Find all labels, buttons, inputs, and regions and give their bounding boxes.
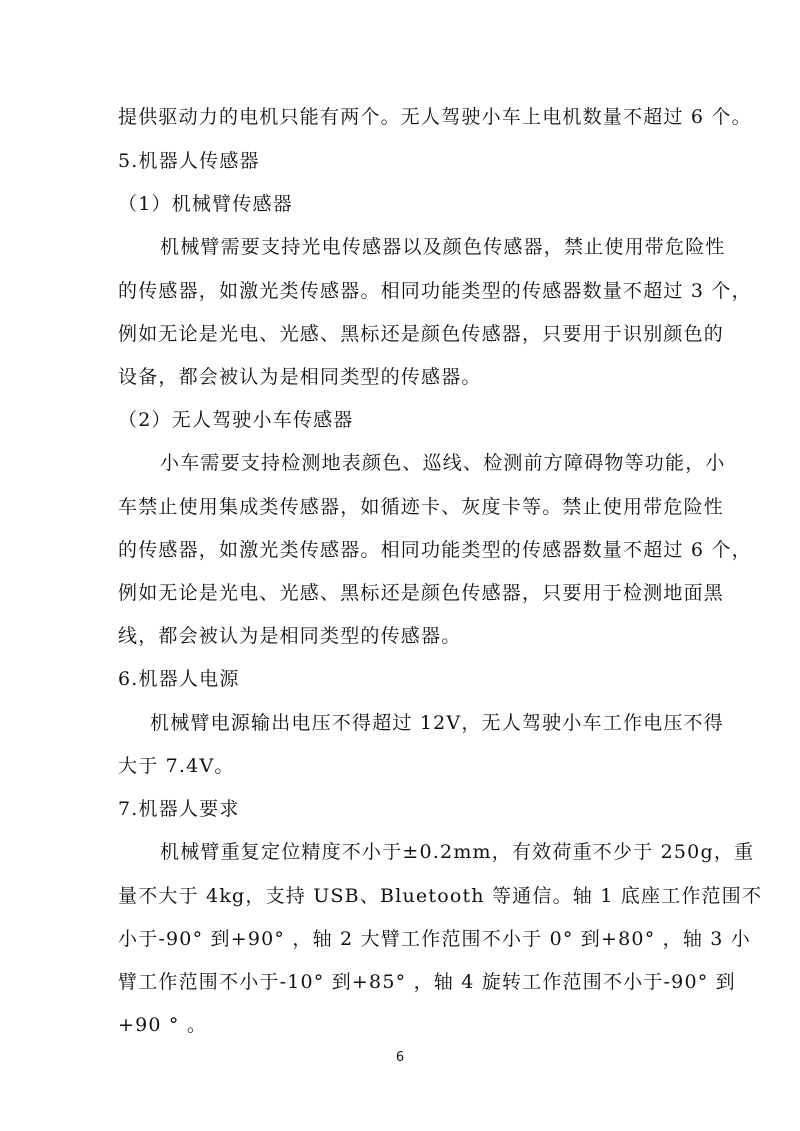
page-number: 6 [395,1050,405,1065]
subsection-heading: （2）无人驾驶小车传感器 [118,409,354,431]
section-heading: 7.机器人要求 [118,798,240,820]
body-line: 小车需要支持检测地表颜色、巡线、检测前方障碍物等功能，小 [160,452,726,474]
subsection-heading: （1）机械臂传感器 [118,193,293,215]
body-line: 设备，都会被认为是相同类型的传感器。 [118,366,482,388]
body-line: 线，都会被认为是相同类型的传感器。 [118,625,462,647]
body-line: 例如无论是光电、光感、黑标还是颜色传感器，只要用于检测地面黑 [118,582,725,604]
body-line: 机械臂重复定位精度不小于±0.2mm，有效荷重不少于 250g，重 [160,841,755,863]
body-line: 例如无论是光电、光感、黑标还是颜色传感器，只要用于识别颜色的 [118,323,725,345]
body-line: 的传感器，如激光类传感器。相同功能类型的传感器数量不超过 3 个， [118,280,752,302]
body-line: 臂工作范围不小于-10° 到+85° ，轴 4 旋转工作范围不小于-90° 到 [118,971,736,993]
body-line: 车禁止使用集成类传感器，如循迹卡、灰度卡等。禁止使用带危险性 [118,496,725,518]
body-line: 提供驱动力的电机只能有两个。无人驾驶小车上电机数量不超过 6 个。 [118,106,752,128]
body-line: 机械臂需要支持光电传感器以及颜色传感器，禁止使用带危险性 [160,236,726,258]
section-heading: 6.机器人电源 [118,668,240,690]
body-line: +90 ° 。 [118,1014,208,1036]
body-line: 小于-90° 到+90° ，轴 2 大臂工作范围不小于 0° 到+80° ，轴 3 小 [118,928,752,950]
body-line: 的传感器，如激光类传感器。相同功能类型的传感器数量不超过 6 个， [118,539,752,561]
section-heading: 5.机器人传感器 [118,150,260,172]
body-line: 大于 7.4V。 [118,755,235,777]
body-line: 量不大于 4kg，支持 USB、Bluetooth 等通信。轴 1 底座工作范围不 [118,885,763,907]
body-line: 机械臂电源输出电压不得超过 12V，无人驾驶小车工作电压不得 [150,712,724,734]
